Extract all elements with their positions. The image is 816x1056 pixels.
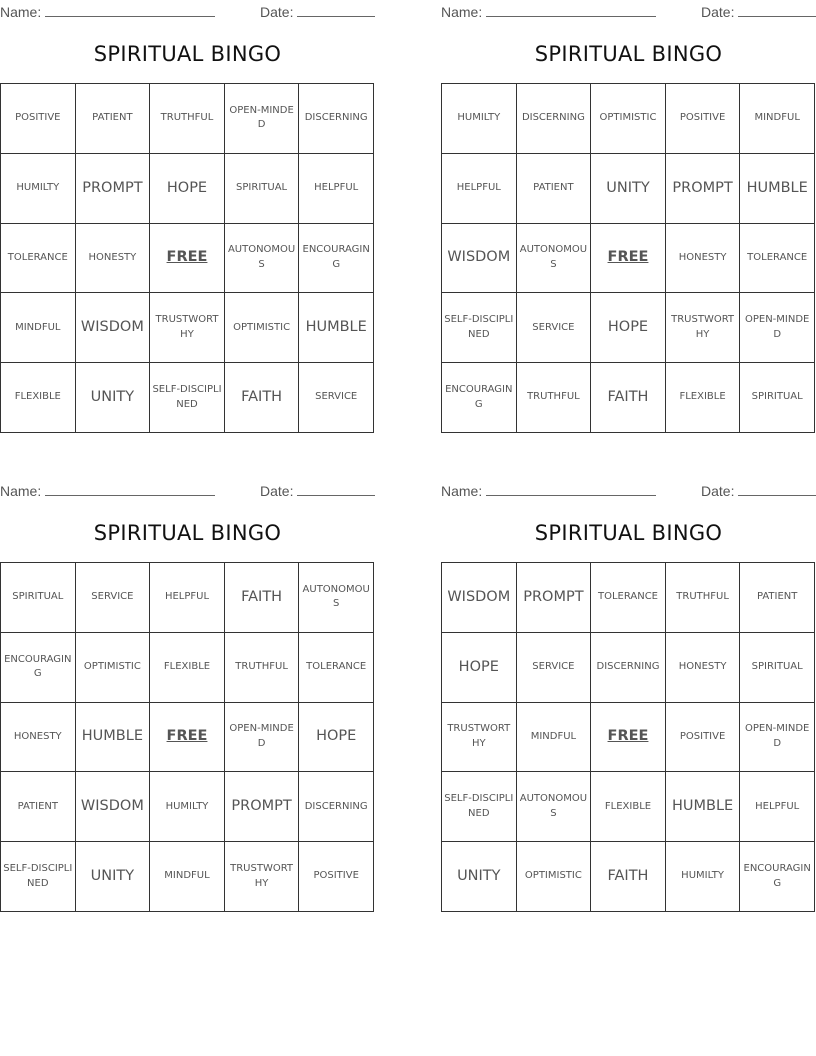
bingo-cell[interactable]: PROMPT — [517, 563, 592, 633]
date-label: Date: — [701, 4, 735, 20]
bingo-cell[interactable]: OPTIMISTIC — [225, 293, 300, 363]
bingo-cell[interactable]: WISDOM — [442, 563, 517, 633]
date-field[interactable] — [260, 2, 375, 20]
bingo-grid — [0, 562, 374, 912]
bingo-cell[interactable]: ENCOURAGING — [299, 224, 374, 294]
bingo-cell[interactable]: AUTONOMOUS — [517, 224, 592, 294]
name-label: Name: — [0, 4, 42, 20]
bingo-cell[interactable]: ENCOURAGING — [740, 842, 815, 912]
bingo-cell[interactable]: HELPFUL — [299, 154, 374, 224]
bingo-cell[interactable]: FAITH — [225, 563, 300, 633]
bingo-cell[interactable]: PROMPT — [666, 154, 741, 224]
bingo-cell[interactable]: TOLERANCE — [740, 224, 815, 294]
bingo-cell[interactable]: DISCERNING — [299, 772, 374, 842]
bingo-cell[interactable]: HONESTY — [1, 703, 76, 773]
bingo-cell[interactable]: SPIRITUAL — [740, 363, 815, 433]
bingo-cell[interactable]: AUTONOMOUS — [299, 563, 374, 633]
bingo-cell[interactable]: TRUSTWORTHY — [666, 293, 741, 363]
bingo-cell[interactable]: POSITIVE — [666, 84, 741, 154]
name-label: Name: — [441, 4, 483, 20]
date-blank-line[interactable] — [738, 2, 816, 17]
bingo-cell[interactable]: HUMBLE — [299, 293, 374, 363]
bingo-cell[interactable]: TRUTHFUL — [150, 84, 225, 154]
bingo-cell[interactable]: DISCERNING — [299, 84, 374, 154]
bingo-cell[interactable]: WISDOM — [442, 224, 517, 294]
date-label: Date: — [701, 483, 735, 499]
free-space-cell[interactable]: FREE — [150, 224, 225, 294]
bingo-cell[interactable]: SERVICE — [517, 293, 592, 363]
bingo-card-1 — [0, 0, 376, 440]
bingo-cell[interactable]: SELF-DISCIPLINED — [150, 363, 225, 433]
name-blank-line[interactable] — [45, 2, 215, 17]
bingo-cell[interactable]: HUMILTY — [150, 772, 225, 842]
bingo-cell[interactable]: FLEXIBLE — [150, 633, 225, 703]
bingo-cell[interactable]: HUMILTY — [1, 154, 76, 224]
bingo-cell[interactable]: MINDFUL — [1, 293, 76, 363]
date-blank-line[interactable] — [297, 481, 375, 496]
bingo-cell[interactable]: FLEXIBLE — [1, 363, 76, 433]
bingo-cell[interactable]: AUTONOMOUS — [225, 224, 300, 294]
bingo-cell[interactable]: TOLERANCE — [299, 633, 374, 703]
bingo-cell[interactable]: HUMBLE — [76, 703, 151, 773]
date-field[interactable] — [701, 481, 816, 499]
bingo-cell[interactable]: SERVICE — [76, 563, 151, 633]
bingo-cell[interactable]: TOLERANCE — [1, 224, 76, 294]
bingo-cell[interactable]: HOPE — [442, 633, 517, 703]
bingo-cell[interactable]: TRUTHFUL — [666, 563, 741, 633]
bingo-cell[interactable]: TOLERANCE — [591, 563, 666, 633]
date-field[interactable] — [701, 2, 816, 20]
bingo-cell[interactable]: DISCERNING — [591, 633, 666, 703]
bingo-cell[interactable]: SPIRITUAL — [225, 154, 300, 224]
card-title: SPIRITUAL BINGO — [534, 42, 723, 66]
bingo-cell[interactable]: PATIENT — [517, 154, 592, 224]
bingo-cell[interactable]: OPTIMISTIC — [517, 842, 592, 912]
bingo-cell[interactable]: HONESTY — [666, 224, 741, 294]
bingo-cell[interactable]: FAITH — [225, 363, 300, 433]
bingo-cell[interactable]: UNITY — [76, 363, 151, 433]
bingo-cell[interactable]: HONESTY — [666, 633, 741, 703]
bingo-cell[interactable]: UNITY — [76, 842, 151, 912]
bingo-cell[interactable]: PATIENT — [740, 563, 815, 633]
bingo-cell[interactable]: OPEN-MINDED — [225, 84, 300, 154]
bingo-cell[interactable]: PROMPT — [76, 154, 151, 224]
bingo-cell[interactable]: HUMBLE — [740, 154, 815, 224]
bingo-cell[interactable]: POSITIVE — [1, 84, 76, 154]
bingo-cell[interactable]: HUMILTY — [666, 842, 741, 912]
card-title: SPIRITUAL BINGO — [534, 521, 723, 545]
bingo-cell[interactable]: AUTONOMOUS — [517, 772, 592, 842]
name-label: Name: — [0, 483, 42, 499]
bingo-cell[interactable]: UNITY — [591, 154, 666, 224]
bingo-cell[interactable]: DISCERNING — [517, 84, 592, 154]
bingo-cell[interactable]: WISDOM — [76, 772, 151, 842]
free-space-cell[interactable]: FREE — [591, 703, 666, 773]
bingo-cell[interactable]: SELF-DISCIPLINED — [1, 842, 76, 912]
bingo-cell[interactable]: MINDFUL — [517, 703, 592, 773]
name-field[interactable] — [441, 2, 656, 20]
card-title: SPIRITUAL BINGO — [93, 42, 282, 66]
free-space-cell[interactable]: FREE — [150, 703, 225, 773]
date-blank-line[interactable] — [297, 2, 375, 17]
name-field[interactable] — [0, 2, 215, 20]
bingo-grid — [0, 83, 374, 433]
bingo-cell[interactable]: MINDFUL — [150, 842, 225, 912]
bingo-cell[interactable]: TRUSTWORTHY — [225, 842, 300, 912]
bingo-cell[interactable]: WISDOM — [76, 293, 151, 363]
bingo-cell[interactable]: FLEXIBLE — [591, 772, 666, 842]
bingo-cell[interactable]: TRUTHFUL — [225, 633, 300, 703]
bingo-grid — [441, 562, 815, 912]
name-blank-line[interactable] — [486, 2, 656, 17]
bingo-cell[interactable]: POSITIVE — [666, 703, 741, 773]
name-blank-line[interactable] — [45, 481, 215, 496]
free-space-cell[interactable]: FREE — [591, 224, 666, 294]
bingo-cell[interactable]: TRUSTWORTHY — [150, 293, 225, 363]
name-field[interactable] — [441, 481, 656, 499]
bingo-cell[interactable]: TRUTHFUL — [517, 363, 592, 433]
bingo-cell[interactable]: HONESTY — [76, 224, 151, 294]
bingo-cell[interactable]: UNITY — [442, 842, 517, 912]
name-label: Name: — [441, 483, 483, 499]
bingo-cell[interactable]: HELPFUL — [740, 772, 815, 842]
bingo-cell[interactable]: FAITH — [591, 842, 666, 912]
bingo-grid — [441, 83, 815, 433]
bingo-cell[interactable]: SERVICE — [517, 633, 592, 703]
date-label: Date: — [260, 4, 294, 20]
name-field[interactable] — [0, 481, 215, 499]
bingo-cell[interactable]: HUMILTY — [442, 84, 517, 154]
card-title: SPIRITUAL BINGO — [93, 521, 282, 545]
bingo-cell[interactable]: TRUSTWORTHY — [442, 703, 517, 773]
bingo-cell[interactable]: SPIRITUAL — [1, 563, 76, 633]
bingo-cell[interactable]: HUMBLE — [666, 772, 741, 842]
bingo-cell[interactable]: ENCOURAGING — [1, 633, 76, 703]
bingo-cell[interactable]: FLEXIBLE — [666, 363, 741, 433]
bingo-cell[interactable]: HOPE — [150, 154, 225, 224]
name-blank-line[interactable] — [486, 481, 656, 496]
bingo-cell[interactable]: HOPE — [299, 703, 374, 773]
bingo-cell[interactable]: POSITIVE — [299, 842, 374, 912]
bingo-cell[interactable]: MINDFUL — [740, 84, 815, 154]
bingo-cell[interactable]: ENCOURAGING — [442, 363, 517, 433]
bingo-cell[interactable]: HELPFUL — [442, 154, 517, 224]
bingo-card-4 — [441, 479, 816, 919]
bingo-cell[interactable]: OPEN-MINDED — [225, 703, 300, 773]
bingo-cell[interactable]: PATIENT — [76, 84, 151, 154]
bingo-cell[interactable]: SELF-DISCIPLINED — [442, 772, 517, 842]
date-field[interactable] — [260, 481, 375, 499]
bingo-cell[interactable]: FAITH — [591, 363, 666, 433]
bingo-cell[interactable]: OPEN-MINDED — [740, 703, 815, 773]
date-blank-line[interactable] — [738, 481, 816, 496]
bingo-card-3 — [0, 479, 376, 919]
bingo-cell[interactable]: PATIENT — [1, 772, 76, 842]
bingo-cell[interactable]: PROMPT — [225, 772, 300, 842]
bingo-cell[interactable]: SELF-DISCIPLINED — [442, 293, 517, 363]
bingo-cell[interactable]: SERVICE — [299, 363, 374, 433]
bingo-cell[interactable]: HELPFUL — [150, 563, 225, 633]
bingo-cell[interactable]: OPEN-MINDED — [740, 293, 815, 363]
bingo-cell[interactable]: OPTIMISTIC — [591, 84, 666, 154]
bingo-cell[interactable]: HOPE — [591, 293, 666, 363]
date-label: Date: — [260, 483, 294, 499]
bingo-cell[interactable]: SPIRITUAL — [740, 633, 815, 703]
bingo-card-2 — [441, 0, 816, 440]
bingo-cell[interactable]: OPTIMISTIC — [76, 633, 151, 703]
